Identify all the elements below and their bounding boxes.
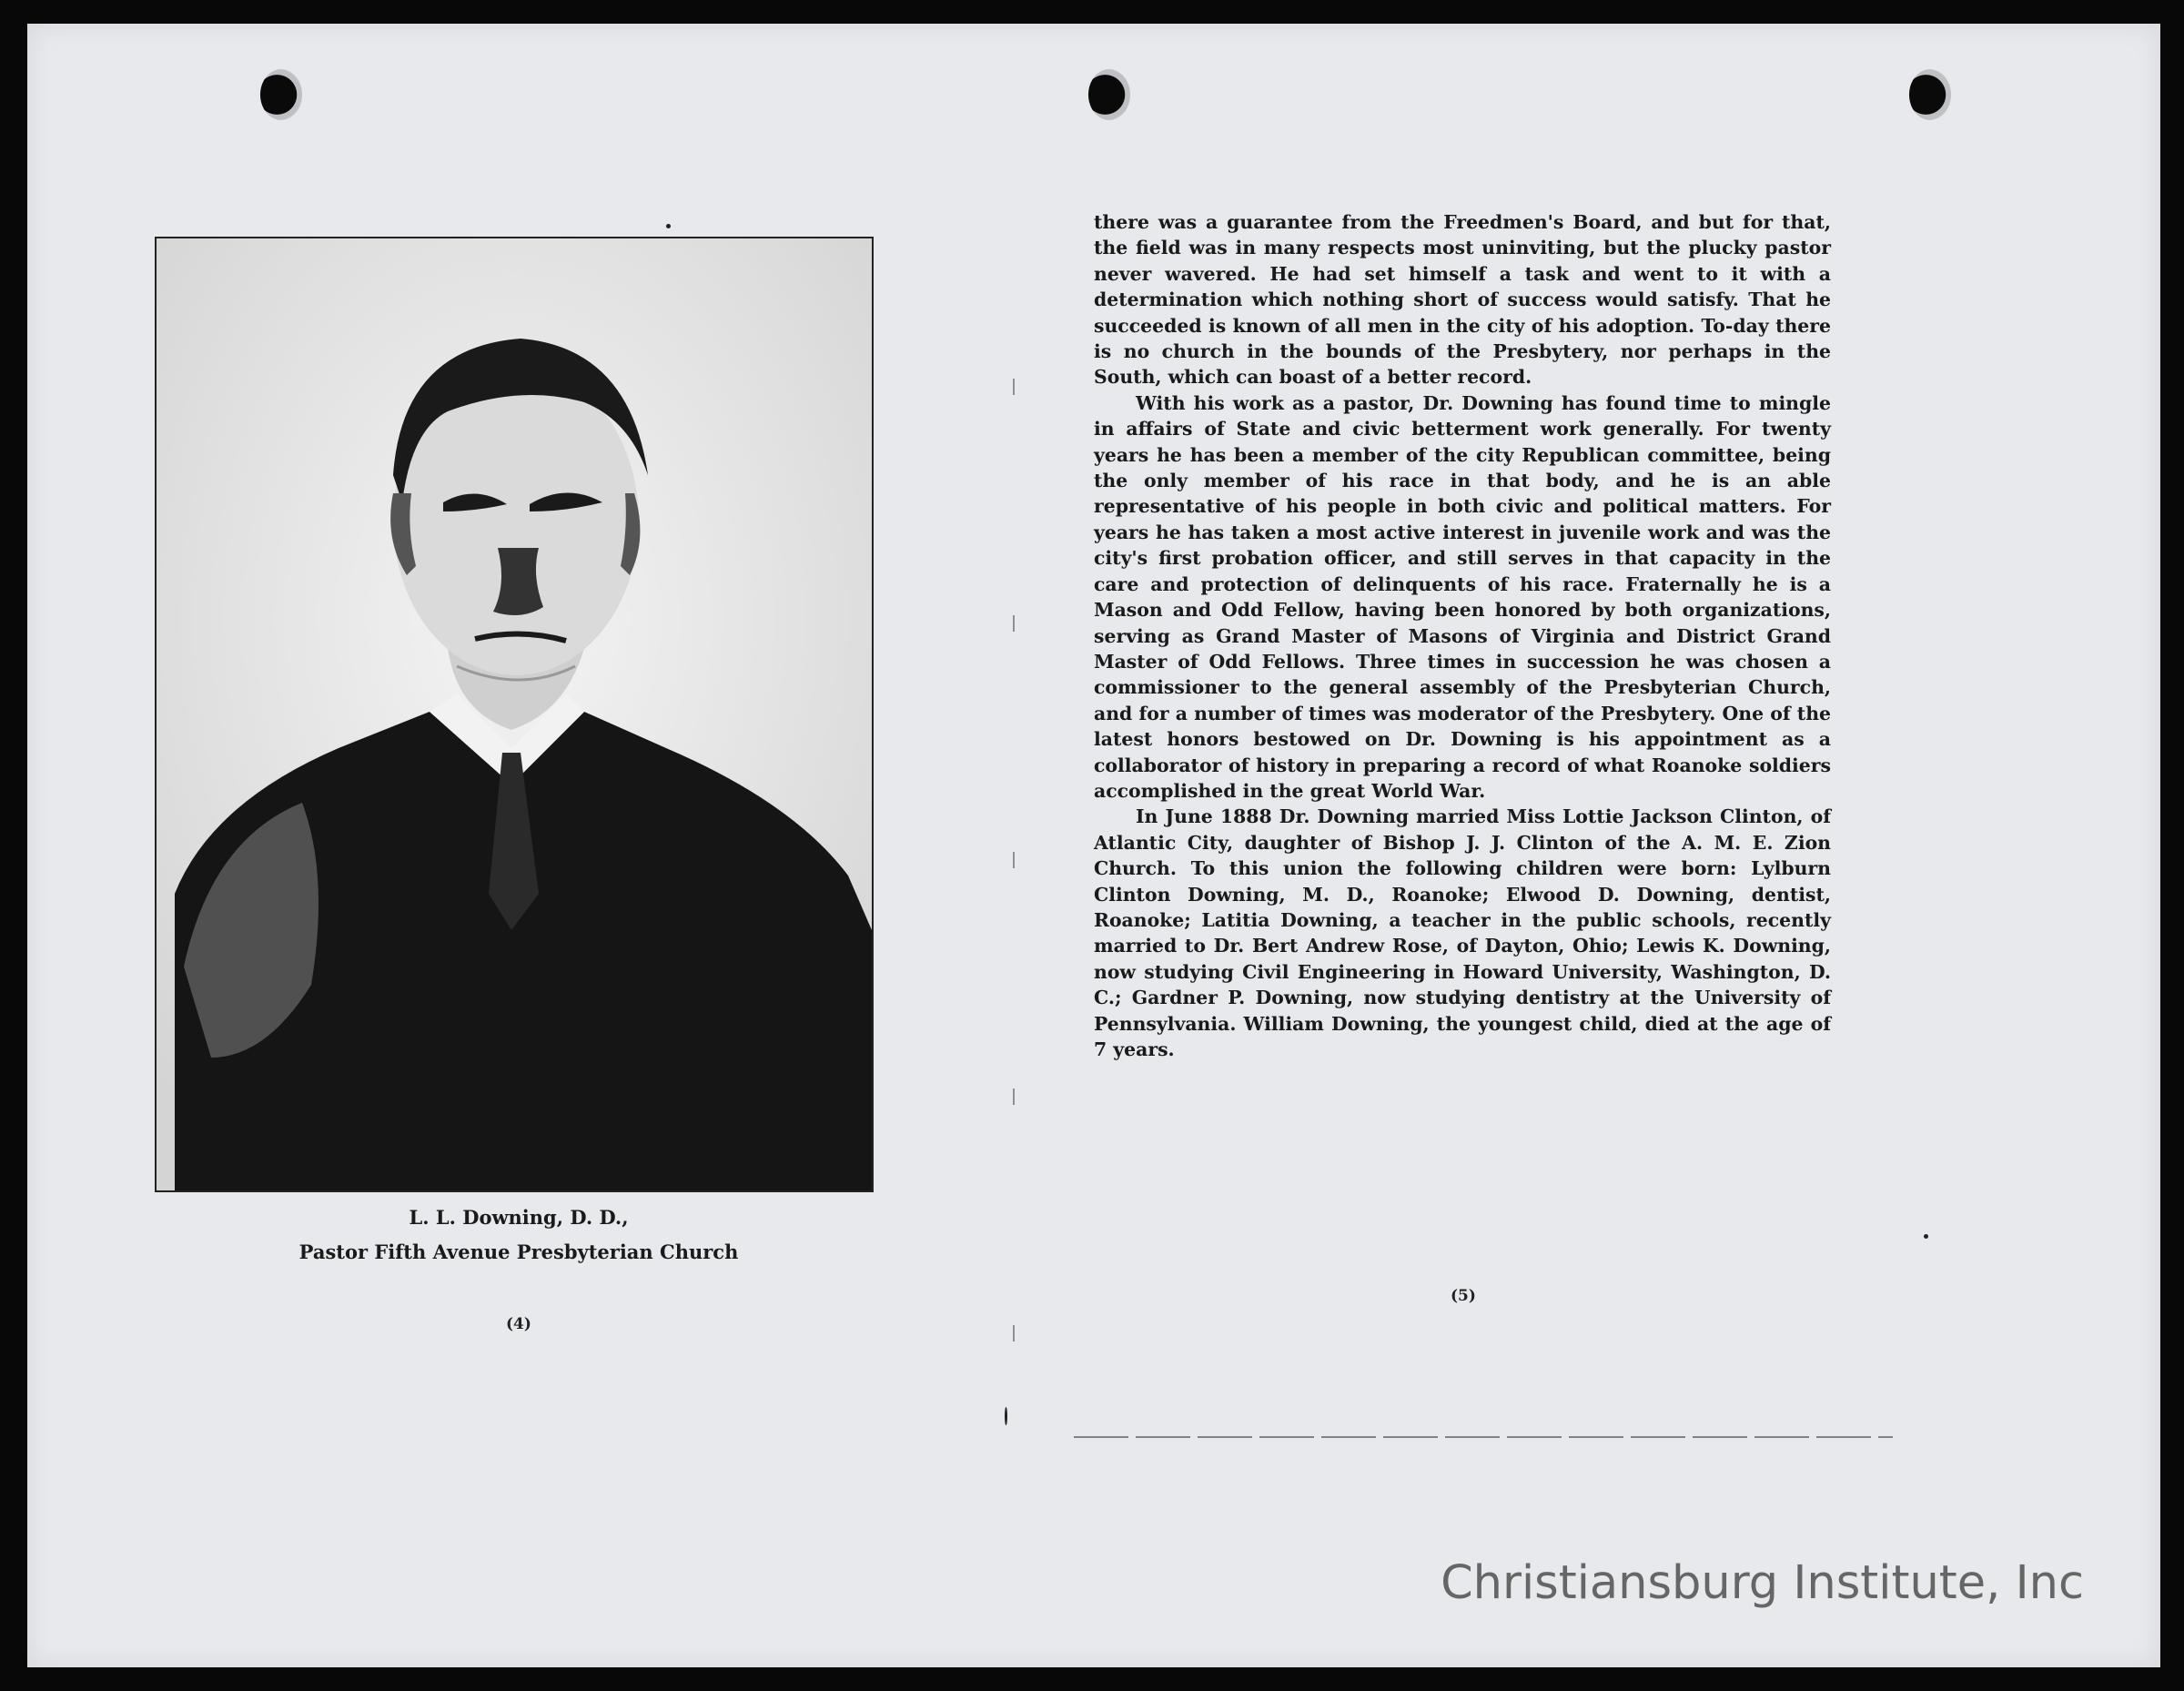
article-body [1094,209,1831,1062]
portrait-caption-title: Pastor Fifth Avenue Presbyterian Church [298,1240,739,1263]
speck [1924,1234,1928,1239]
binder-hole-center [1088,69,1130,120]
portrait-figure [157,238,872,1190]
paragraph: there was a guarantee from the Freedmen's Board, and but for that, the field was in many respects most uninviting, but the plucky pastor never wavered. He had set himself a task and went to it with a determination which nothing short of success would satisfy. That he succeeded is known of all men in the city of his adoption. To-day there is no church in the bounds of the Presbytery, nor perhaps in the South, which can boast of a better record. [1094,211,1831,389]
paragraph: In June 1888 Dr. Downing married Miss Lottie Jackson Clinton, of Atlantic City, daughter of Bishop J. J. Clinton of the A. M. E. Zion Church. To this union the following children were born: Lylburn Clinton Downing, M. D., Roanoke; Elwood D. Downing, dentist, Roanoke; Latitia Downing, a teacher in the public schools, recently married to Dr. Bert Andrew Rose, of Dayton, Ohio; Lewis K. Downing, now studying Civil Engineering in Howard University, Washington, D. C.; Gardner P. Downing, now studying dentistry at the University of Pennsylvania. William Downing, the youngest child, died at the age of 7 years. [1094,805,1831,1060]
watermark: Christiansburg Institute, Inc [1441,1556,2084,1610]
bottom-rule [1074,1436,1893,1438]
speck [666,224,671,228]
paragraph: With his work as a pastor, Dr. Downing has found time to mingle in affairs of State and civic betterment work generally. For twenty years he has been a member of the city Republican committee, being the only member of his race in that body, and he is an able representative of his people in both civic and political matters. For years he has taken a most active interest in juvenile work and was the city's first probation officer, and still serves in that capacity in the care and protection of delinquents of his race. Fraternally he is a Mason and Odd Fellow, having been honored by both organizations, serving as Grand Master of Masons of Virginia and District Grand Master of Odd Fellows. Three times in succession he was chosen a commissioner to the general assembly of the Presbyterian Church, and for a number of times was moderator of the Presbytery. One of the latest honors bestowed on Dr. Downing is his appointment as a collaborator of history in preparing a record of what Roanoke soldiers accomplished in the great World War. [1094,391,1831,802]
page-number-left: (4) [506,1315,531,1333]
binder-hole-left [260,69,302,120]
page-number-right: (5) [1451,1287,1476,1305]
portrait-caption-name: L. L. Downing, D. D., [409,1206,629,1229]
speck [1005,1407,1007,1425]
binder-hole-right [1909,69,1951,120]
portrait-photo [155,237,874,1192]
page-fold [1013,269,1015,1462]
